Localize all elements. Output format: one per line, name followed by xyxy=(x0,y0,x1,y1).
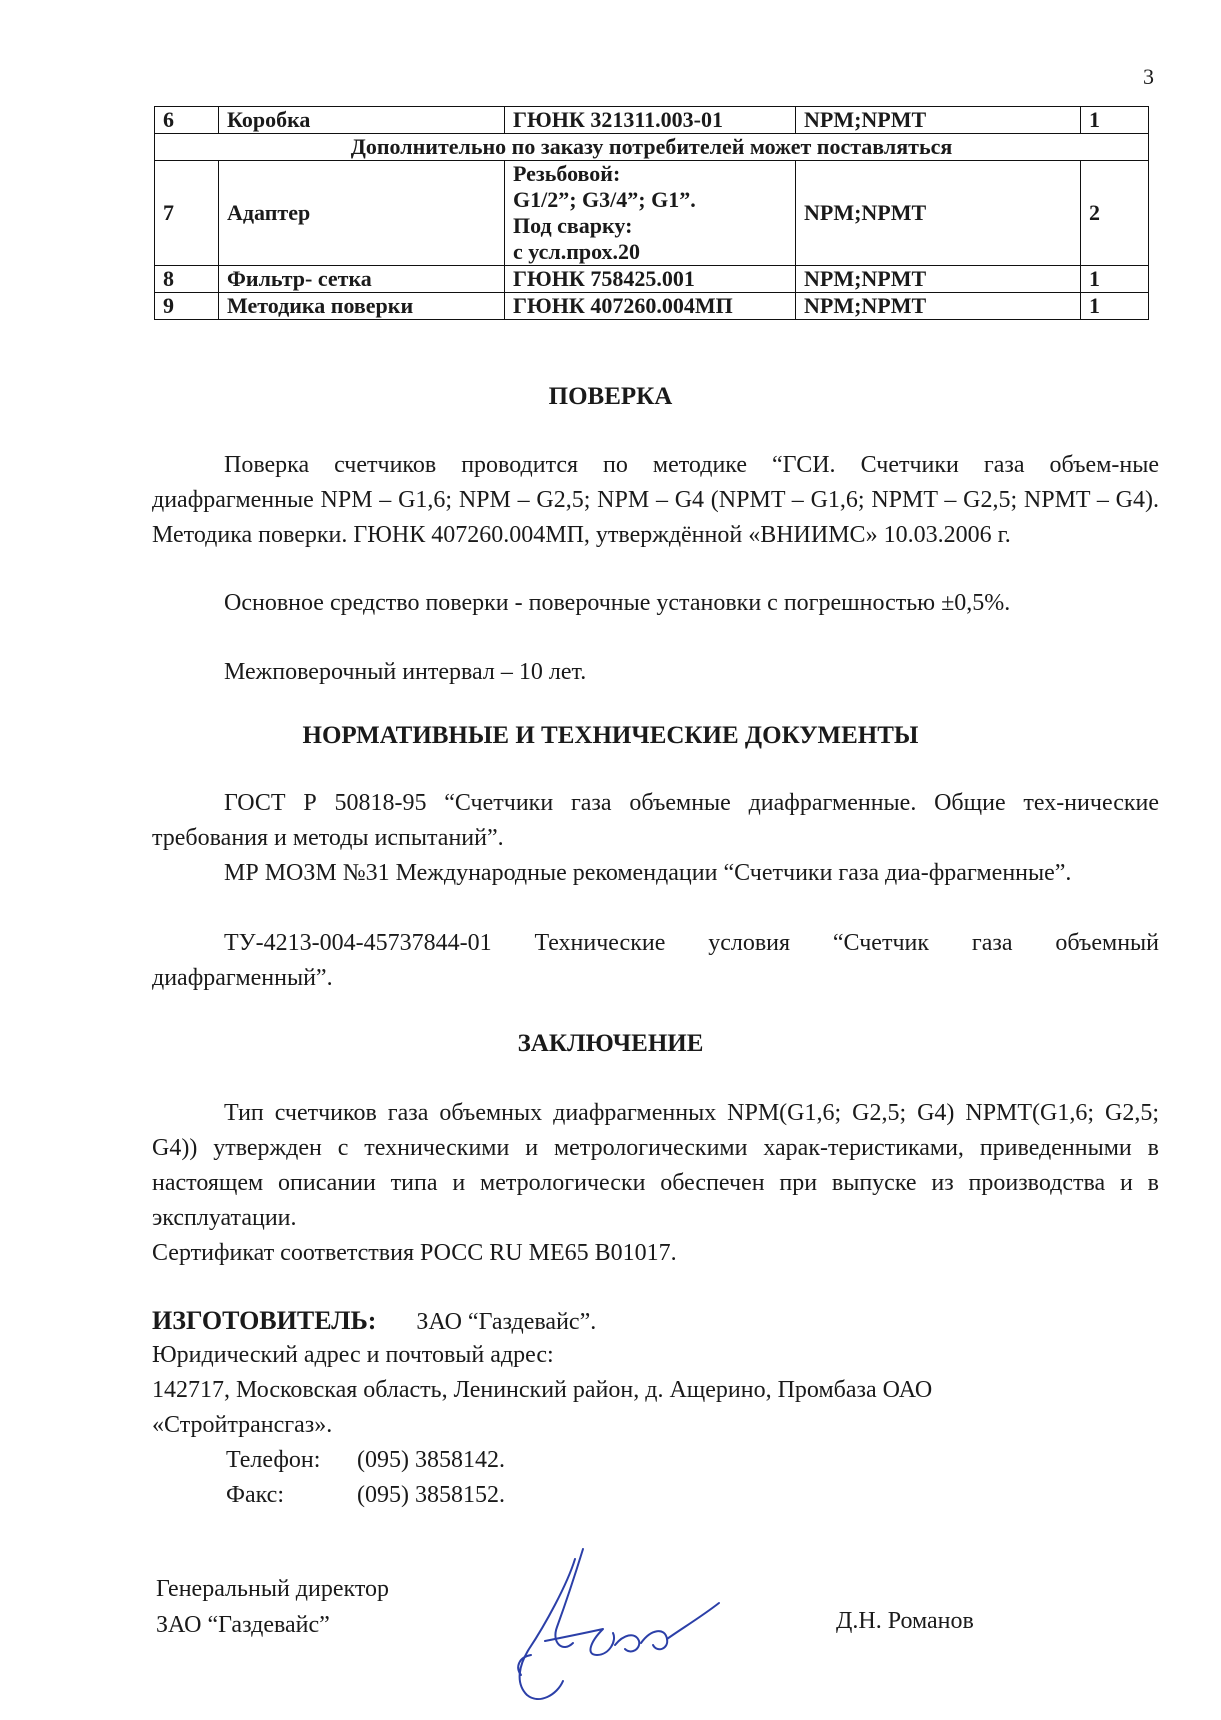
component-name: Адаптер xyxy=(219,161,505,266)
signature-icon xyxy=(505,1545,725,1710)
component-model: NPM;NPMT xyxy=(796,107,1081,134)
row-number: 6 xyxy=(155,107,219,134)
row-number: 8 xyxy=(155,266,219,293)
certificate-line: Сертификат соответствия РОСС RU МЕ65 В01017. xyxy=(152,1240,677,1266)
fax-value: (095) 3858152. xyxy=(357,1482,505,1508)
table-row xyxy=(155,266,1149,293)
designation-line: Резьбовой: xyxy=(513,161,621,186)
manufacturer-line xyxy=(152,1303,596,1340)
component-designation: ГЮНК 407260.004МП xyxy=(505,293,796,320)
signoff-title-1: Генеральный директор xyxy=(156,1576,390,1602)
verification-heading: ПОВЕРКА xyxy=(548,383,673,410)
component-qty: 1 xyxy=(1081,107,1149,134)
verification-paragraph-1: Поверка счетчиков проводится по методике “ГСИ. Счетчики газа объем-ные диафрагменные NPM – G1,6; NPM – G2,5; NPM – G4 (NPMT – G1,6; NPMT – G2,5; NPMT – G4). Методика поверки. ГЮНК 407260.004МП, утверждённой «ВНИИМС» 10.03.2006 г. xyxy=(152,452,1159,548)
page-number: 3 xyxy=(1143,64,1154,89)
component-model: NPM;NPMT xyxy=(796,293,1081,320)
component-name: Методика поверки xyxy=(219,293,505,320)
component-model: NPM;NPMT xyxy=(796,266,1081,293)
designation-line: Под сварку: xyxy=(513,213,633,238)
component-name: Коробка xyxy=(219,107,505,134)
documents-paragraph-3: ТУ-4213-004-45737844-01 Технические условия “Счетчик газа объемный диафрагменный”. xyxy=(152,930,1159,991)
component-qty: 1 xyxy=(1081,293,1149,320)
designation-line: G1/2”; G3/4”; G1”. xyxy=(513,187,696,212)
designation-line: с усл.прох.20 xyxy=(513,239,641,264)
component-qty: 1 xyxy=(1081,266,1149,293)
span-row-text: Дополнительно по заказу потребителей может поставляться xyxy=(155,134,1149,161)
conclusion-heading: ЗАКЛЮЧЕНИЕ xyxy=(517,1030,704,1057)
address-label: Юридический адрес и почтовый адрес: xyxy=(152,1342,554,1368)
verification-paragraph-2: Основное средство поверки - поверочные установки с погрешностью ±0,5%. xyxy=(224,590,1011,616)
components-table xyxy=(154,106,1149,320)
phone-label: Телефон: xyxy=(226,1447,321,1473)
table-row xyxy=(155,293,1149,320)
component-model: NPM;NPMT xyxy=(796,161,1081,266)
manufacturer-label: ИЗГОТОВИТЕЛЬ: xyxy=(152,1306,377,1335)
component-designation: ГЮНК 758425.001 xyxy=(505,266,796,293)
row-number: 7 xyxy=(155,161,219,266)
component-designation xyxy=(505,161,796,266)
phone-value: (095) 3858142. xyxy=(357,1447,505,1473)
fax-label: Факс: xyxy=(226,1482,284,1508)
address-line-2: «Стройтрансгаз». xyxy=(152,1412,333,1438)
documents-heading: НОРМАТИВНЫЕ И ТЕХНИЧЕСКИЕ ДОКУМЕНТЫ xyxy=(302,722,919,749)
signoff-title-2: ЗАО “Газдевайс” xyxy=(156,1612,330,1638)
address-line-1: 142717, Московская область, Ленинский район, д. Ащерино, Промбаза ОАО xyxy=(152,1377,933,1403)
manufacturer-name: ЗАО “Газдевайс”. xyxy=(416,1309,597,1335)
component-qty: 2 xyxy=(1081,161,1149,266)
table-span-row xyxy=(155,134,1149,161)
table-row xyxy=(155,161,1149,266)
signoff-name: Д.Н. Романов xyxy=(836,1608,974,1634)
component-name: Фильтр- сетка xyxy=(219,266,505,293)
row-number: 9 xyxy=(155,293,219,320)
documents-paragraph-2: МР МОЗМ №31 Международные рекомендации “Счетчики газа диа-фрагменные”. xyxy=(224,860,1072,886)
documents-paragraph-1: ГОСТ Р 50818-95 “Счетчики газа объемные диафрагменные. Общие тех-нические требования и методы испытаний”. xyxy=(152,790,1159,851)
verification-paragraph-3: Межповерочный интервал – 10 лет. xyxy=(224,659,587,685)
component-designation: ГЮНК 321311.003-01 xyxy=(505,107,796,134)
conclusion-paragraph-1: Тип счетчиков газа объемных диафрагменных NPM(G1,6; G2,5; G4) NPMT(G1,6; G2,5; G4)) утвержден с техническими и метрологическими харак-теристиками, приведенными в настоящем описании типа и метрологически обеспечен при выпуске из производства и в эксплуатации. xyxy=(152,1100,1159,1231)
table-row xyxy=(155,107,1149,134)
